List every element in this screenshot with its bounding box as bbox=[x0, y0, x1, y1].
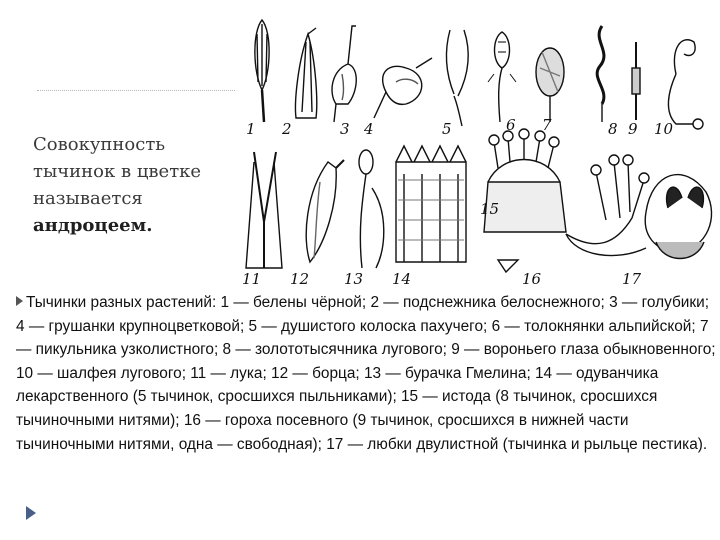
stamen-8-drawing bbox=[597, 26, 604, 122]
figure-label-6: 6 bbox=[506, 116, 516, 134]
figure-label-14: 14 bbox=[392, 270, 412, 287]
figure-label-10: 10 bbox=[654, 120, 674, 138]
figure-label-11: 11 bbox=[242, 270, 262, 287]
stamen-2-drawing bbox=[296, 28, 317, 118]
figure-label-1: 1 bbox=[246, 120, 256, 138]
stamen-13-drawing bbox=[359, 150, 384, 268]
figure-label-16: 16 bbox=[522, 270, 542, 287]
stamen-5-drawing bbox=[447, 30, 469, 126]
figure-caption bbox=[16, 291, 716, 456]
stamen-1-drawing bbox=[255, 20, 269, 122]
stamen-9-drawing bbox=[632, 42, 640, 120]
figure-label-15: 15 bbox=[480, 200, 500, 218]
figure-label-12: 12 bbox=[290, 270, 310, 287]
stamen-4-drawing bbox=[374, 58, 432, 118]
stamens-illustration bbox=[236, 12, 720, 287]
title-divider bbox=[37, 90, 235, 91]
stamen-11-drawing bbox=[246, 152, 282, 268]
caption-text: Тычинки разных растений: 1 — белены чёрной; 2 — подснежника белоснежного; 3 — голубики; 4 — грушанки крупноцветковой; 5 — душистого колоска пахучего; 6 — толокнянки альпийской; 7 — пикульника узколистного; 8 — золототысячника лугового; 9 — вороньего глаза обыкновенного; 10 — шалфея лугового; 11 — лука; 12 — борца; 13 — бурачка Гмелина; 14 — одуванчика лекарственного (5 тычинок, сросшихся пыльниками); 15 — истода (8 тычинок, сросшихся тычиночными нитями); 16 — гороха посевного (9 тычинок, сросшихся в нижней части тычиночными нитями, одна — свободная); 17 — любки двулистной (тычинка и рыльце пестика). bbox=[16, 294, 716, 453]
stamen-3-drawing bbox=[332, 26, 356, 122]
play-arrow-icon[interactable] bbox=[26, 506, 36, 520]
figure-label-3: 3 bbox=[340, 120, 350, 138]
figure-label-13: 13 bbox=[344, 270, 364, 287]
figure-label-2: 2 bbox=[282, 120, 292, 138]
definition-text bbox=[33, 131, 248, 239]
stamen-10-drawing bbox=[668, 40, 703, 129]
figure-label-7: 7 bbox=[542, 116, 552, 134]
figure-label-4: 4 bbox=[364, 120, 374, 138]
stamen-14-drawing bbox=[396, 146, 466, 262]
figure-label-17: 17 bbox=[622, 270, 642, 287]
figure-label-9: 9 bbox=[628, 120, 638, 138]
definition-term: андроцеем. bbox=[33, 215, 153, 236]
figure-label-8: 8 bbox=[608, 120, 618, 138]
stamen-6-drawing bbox=[488, 32, 516, 122]
stamen-7-drawing bbox=[536, 48, 564, 122]
figure-label-5: 5 bbox=[442, 120, 452, 138]
stamen-17-drawing bbox=[645, 175, 711, 259]
definition-lead: Совокупность тычинок в цветке называется bbox=[33, 134, 202, 209]
stamen-12-drawing bbox=[306, 160, 344, 262]
bullet-icon bbox=[16, 296, 23, 306]
